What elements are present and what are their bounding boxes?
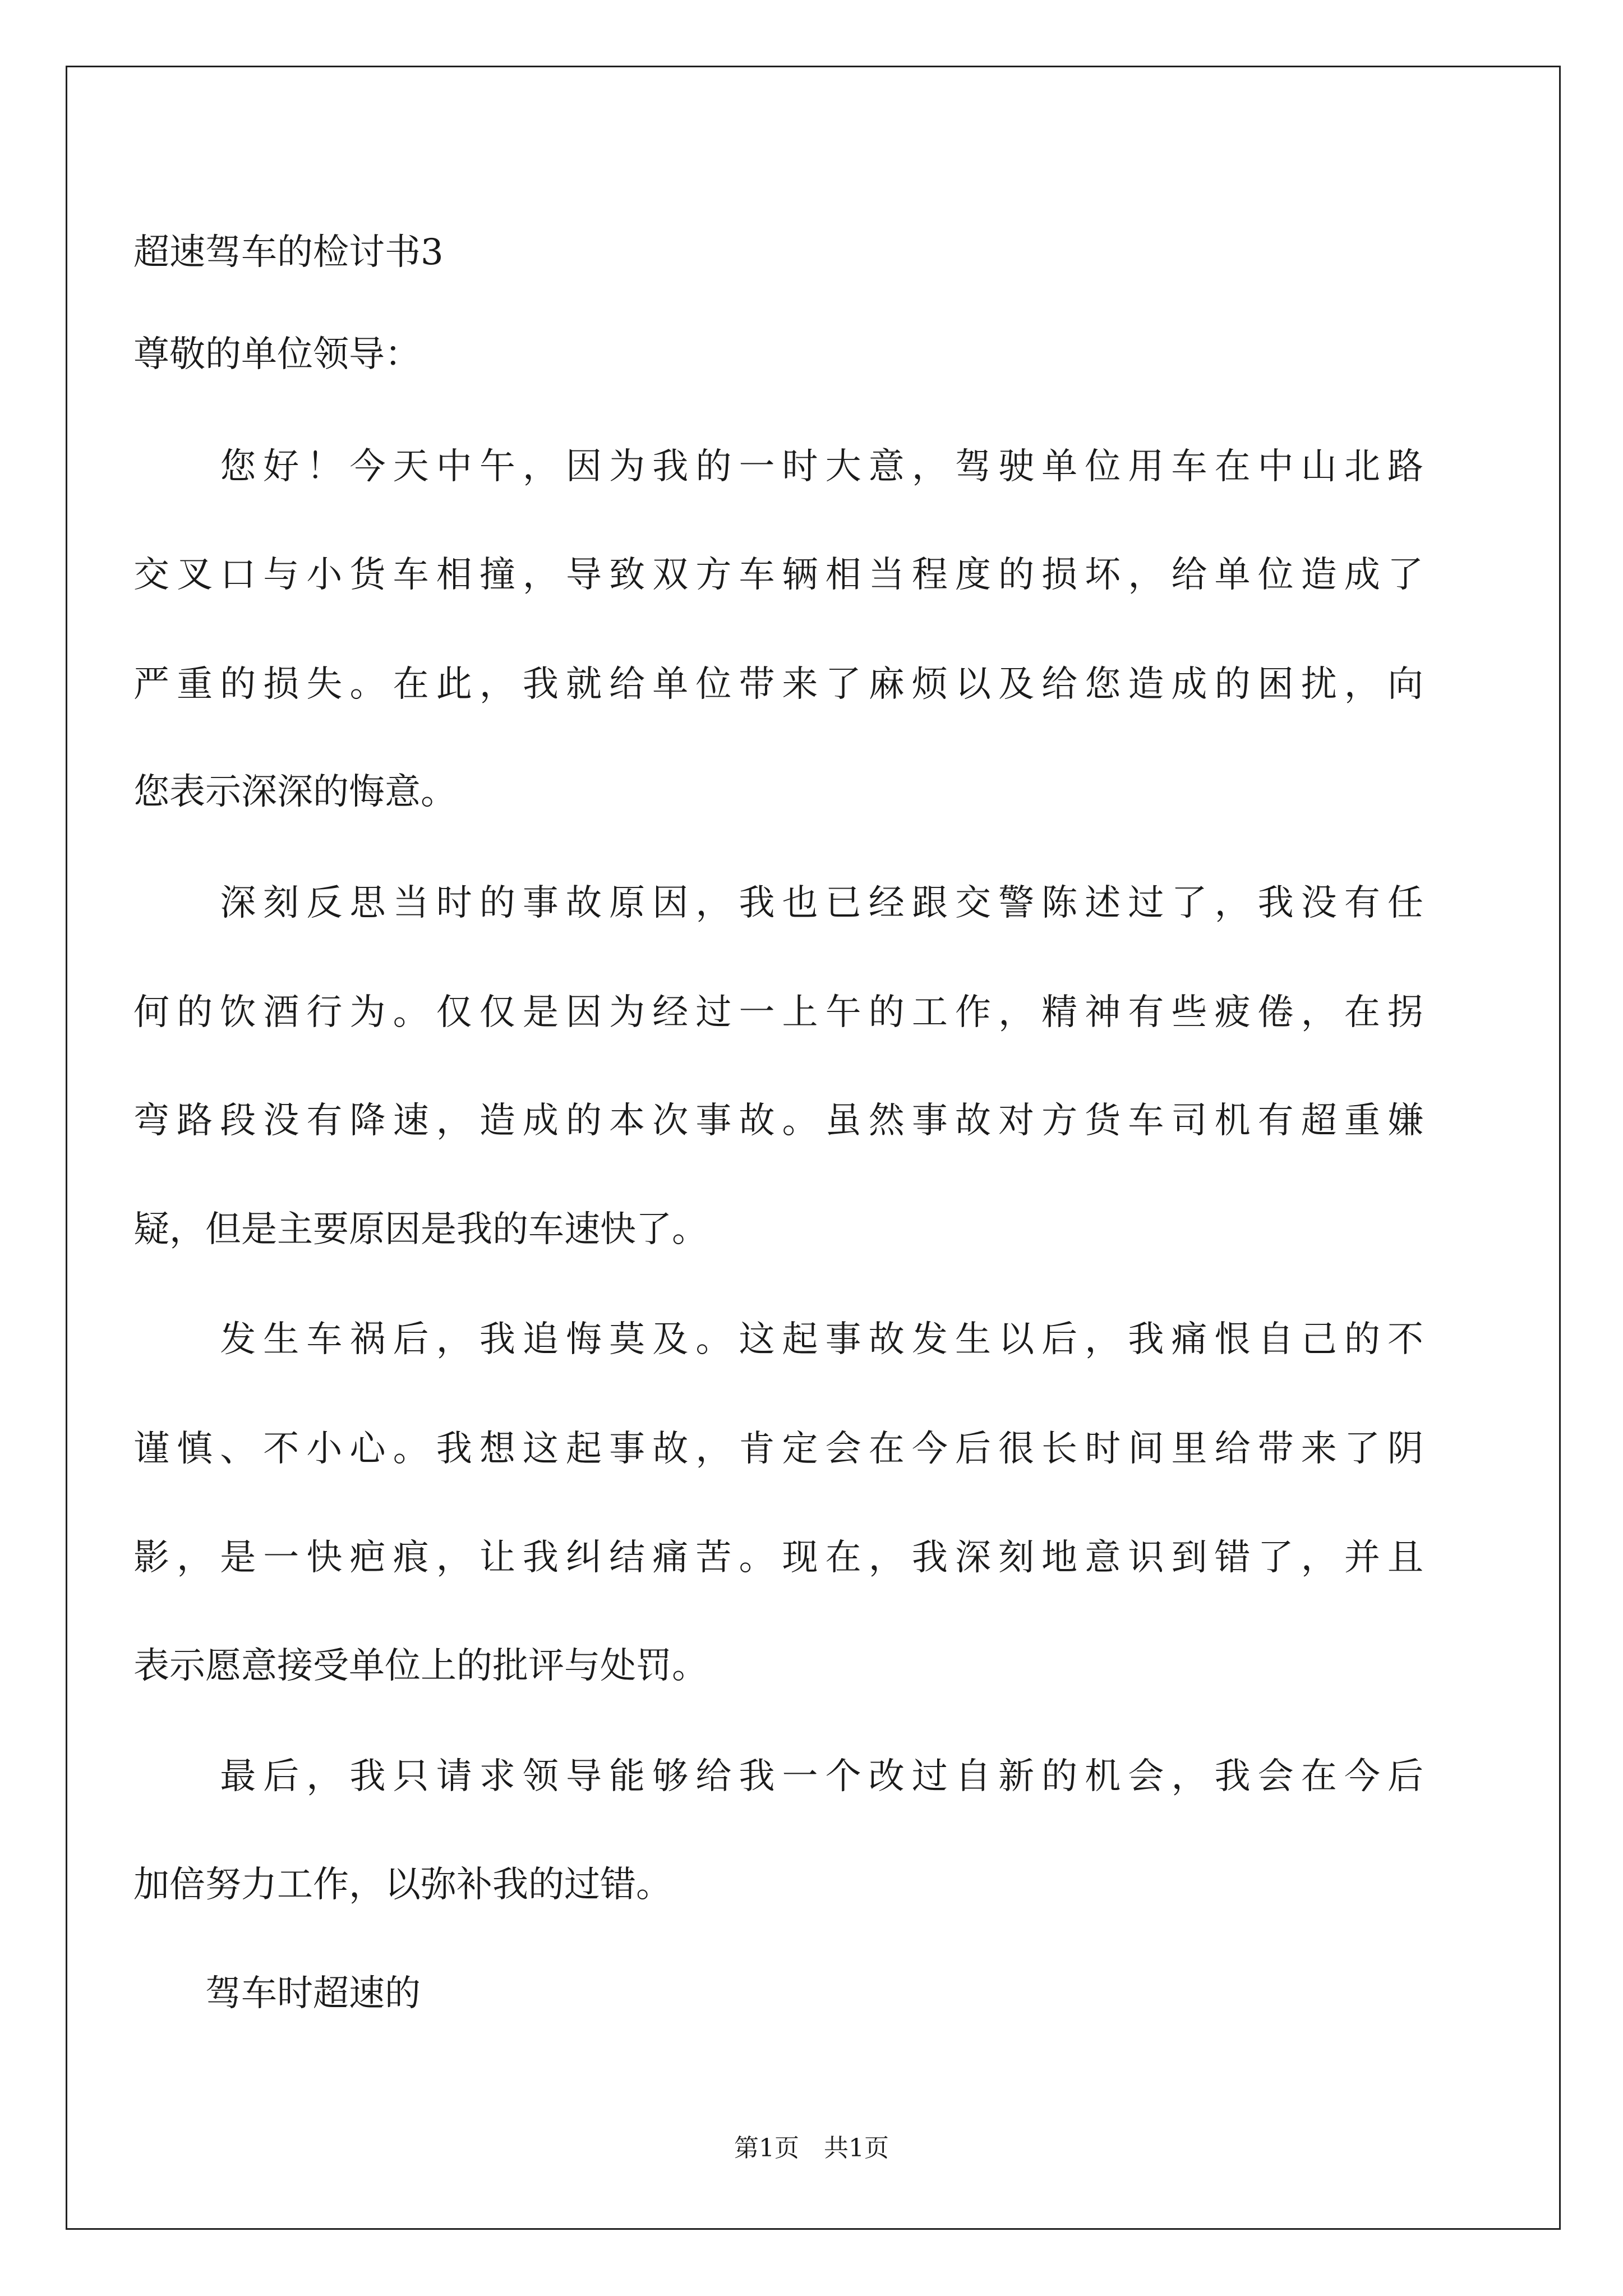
paragraph-line: 您好！今天中午，因为我的一时大意，驾驶单位用车在中山北路 — [133, 446, 1423, 487]
paragraph-line: 表示愿意接受单位上的批评与处罚。 — [133, 1645, 708, 1687]
paragraph-line: 弯路段没有降速，造成的本次事故。虽然事故对方货车司机有超重嫌 — [133, 1100, 1423, 1142]
paragraph-line: 最后，我只请求领导能够给我一个改过自新的机会，我会在今后 — [133, 1756, 1423, 1797]
paragraph-line: 驾车时超速的 — [133, 1973, 421, 2014]
paragraph-line: 交叉口与小货车相撞，导致双方车辆相当程度的损坏，给单位造成了 — [133, 554, 1423, 596]
paragraph-line: 发生车祸后，我追悔莫及。这起事故发生以后，我痛恨自己的不 — [133, 1319, 1423, 1360]
page-number-footer: 第1页 共1页 — [734, 2134, 889, 2162]
paragraph-line: 谨慎、不小心。我想这起事故，肯定会在今后很长时间里给带来了阴 — [133, 1428, 1423, 1470]
paragraph-line: 严重的损失。在此，我就给单位带来了麻烦以及给您造成的困扰，向 — [133, 664, 1423, 705]
paragraph-line: 影，是一快疤痕，让我纠结痛苦。现在，我深刻地意识到错了，并且 — [133, 1537, 1423, 1579]
paragraph-line: 加倍努力工作，以弥补我的过错。 — [133, 1864, 672, 1906]
paragraph-line: 疑，但是主要原因是我的车速快了。 — [133, 1209, 708, 1250]
document-title: 超速驾车的检讨书3 — [133, 232, 444, 273]
paragraph-line: 深刻反思当时的事故原因，我也已经跟交警陈述过了，我没有任 — [133, 882, 1423, 924]
paragraph-line: 您表示深深的悔意。 — [133, 771, 457, 813]
salutation: 尊敬的单位领导： — [133, 334, 421, 375]
paragraph-line: 何的饮酒行为。仅仅是因为经过一上午的工作，精神有些疲倦，在拐 — [133, 992, 1423, 1033]
